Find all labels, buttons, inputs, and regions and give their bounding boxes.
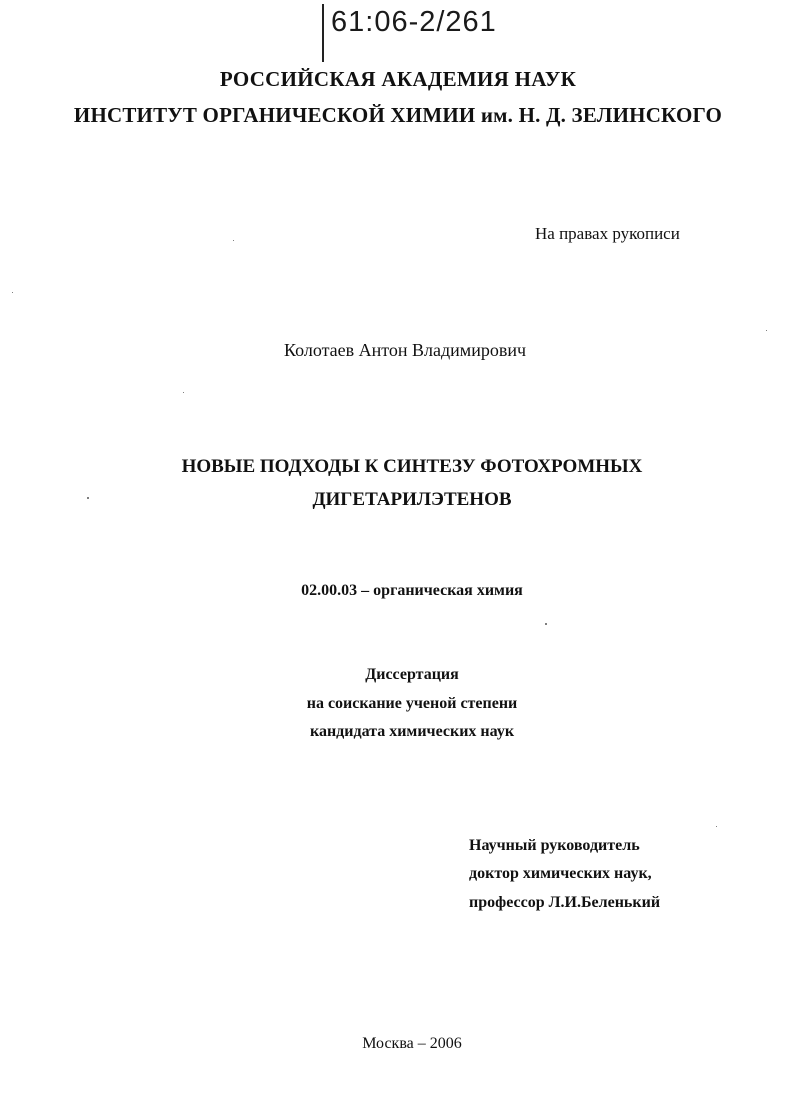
dissertation-label: Диссертация [365,666,459,683]
archive-stamp-code: 61:06-2/261 [331,6,497,38]
academy-heading: РОССИЙСКАЯ АКАДЕМИЯ НАУК [219,67,577,91]
city-year: Москва – 2006 [362,1035,462,1052]
stamp-bar [322,4,324,62]
scan-speck [545,623,547,625]
thesis-title-line-2: ДИГЕТАРИЛЭТЕНОВ [312,489,512,510]
manuscript-rights-note: На правах рукописи [535,224,680,243]
scan-speck [766,330,767,331]
scan-speck [716,826,717,827]
institute-heading: ИНСТИТУТ ОРГАНИЧЕСКОЙ ХИМИИ им. Н. Д. ЗЕЛИНСКОГО [73,103,723,127]
supervisor-degree: доктор химических наук, [469,865,652,882]
scan-speck [12,292,13,293]
scan-speck [183,392,184,393]
degree-name: кандидата химических наук [309,723,515,740]
supervisor-name: профессор Л.И.Беленький [469,894,661,911]
degree-purpose: на соискание ученой степени [306,695,518,712]
thesis-title-line-1: НОВЫЕ ПОДХОДЫ К СИНТЕЗУ ФОТОХРОМНЫХ [181,456,643,477]
scan-speck [87,497,89,499]
author-name: Колотаев Антон Владимирович [283,340,527,360]
supervisor-label: Научный руководитель [469,837,640,854]
specialty-code: 02.00.03 – органическая химия [301,582,523,599]
scan-speck [233,240,234,241]
